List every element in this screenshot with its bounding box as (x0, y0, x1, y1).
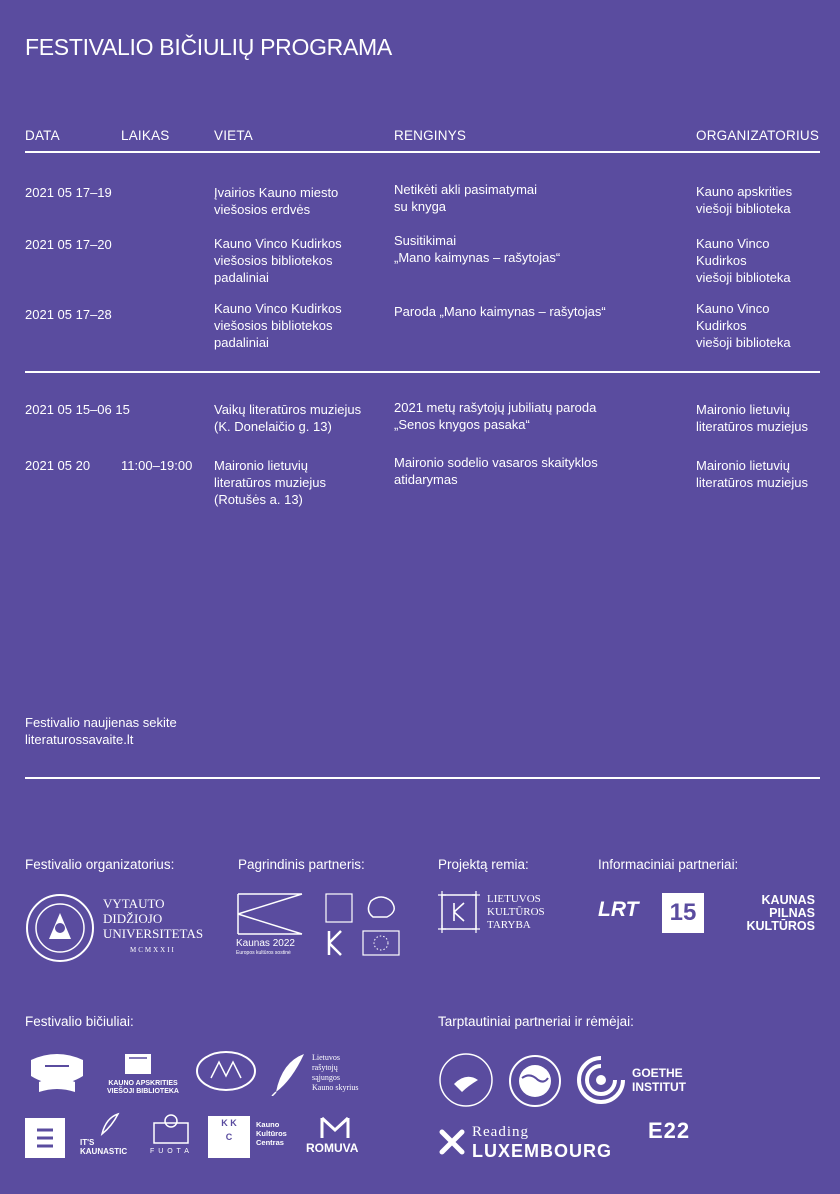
cell-org: Kauno apskrities viešoji biblioteka (696, 184, 793, 216)
cell-vieta: Maironio lietuvių literatūros muziejus (Rotušės a. 13) (214, 458, 326, 507)
luxembourg-logo: LUXEMBOURG (472, 1141, 612, 1161)
kpk-logo: KAUNAS PILNAS KULTŪROS (746, 893, 815, 933)
e22-logo: E22 (648, 1118, 691, 1143)
section-divider (25, 371, 820, 373)
kab-logo: KAUNO APSKRITIES VIEŠOJI BIBLIOTEKA (107, 1080, 179, 1095)
kaunas2022-sub: Europos kultūros sostinė (236, 950, 291, 956)
header-data: DATA (25, 128, 60, 143)
header-divider (25, 151, 820, 153)
cell-renginys: Susitikimai „Mano kaimynas – rašytojas“ (394, 233, 561, 265)
kkc-logo: Kauno Kultūros Centras (256, 1120, 287, 1147)
header-vieta: VIETA (214, 128, 254, 143)
ltk-name: LIETUVOS KULTŪROS TARYBA (487, 893, 545, 931)
header-renginys: RENGINYS (394, 128, 467, 143)
kaunas2022-logo (236, 892, 304, 936)
cell-org: Maironio lietuvių literatūros muziejus (696, 458, 808, 490)
kaunas-partner-logos (325, 893, 403, 959)
reading-logo: Reading (472, 1124, 529, 1140)
globe-emblem-logo (508, 1054, 562, 1108)
num15-logo: 15 (662, 893, 704, 933)
fluxus-logo: F U O T A (150, 1148, 190, 1155)
cell-laikas: 11:00–19:00 (121, 458, 193, 473)
book-icon (103, 1050, 173, 1078)
vdu-logo (25, 893, 95, 963)
prix-laurence-logo (438, 1052, 494, 1108)
cell-vieta: Kauno Vinco Kudirkos viešosios bibliotekos padaliniai (214, 236, 342, 285)
feather-icon (270, 1052, 310, 1096)
vdu-name: VYTAUTO DIDŽIOJO UNIVERSITETAS (103, 896, 204, 941)
supports-label: Projektą remia: (438, 857, 529, 872)
cell-renginys: Maironio sodelio vasaros skaityklos atidarymas (394, 455, 598, 487)
kaunastic-logo: IT'S KAUNASTIC (80, 1138, 128, 1156)
header-laikas: LAIKAS (121, 128, 170, 143)
intl-label: Tarptautiniai partneriai ir rėmėjai: (438, 1014, 634, 1029)
goethe-logo: GOETHE INSTITUT (632, 1066, 686, 1094)
cell-org: Maironio lietuvių literatūros muziejus (696, 402, 808, 434)
footer-divider (25, 777, 820, 779)
header-organizatorius: ORGANIZATORIUS (696, 128, 820, 143)
info-partners-label: Informaciniai partneriai: (598, 857, 739, 872)
main-partner-label: Pagrindinis partneris: (238, 857, 365, 872)
cell-org: Kauno Vinco Kudirkos viešoji biblioteka (696, 236, 791, 285)
cell-org: Kauno Vinco Kudirkos viešoji biblioteka (696, 301, 791, 350)
lrs-logo: Lietuvos rašytojų sąjungos Kauno skyrius (312, 1053, 359, 1092)
cell-data: 2021 05 15–06 15 (25, 402, 130, 417)
follow-text: Festivalio naujienas sekite literaturossavaite.lt (25, 715, 177, 747)
lrt-logo: LRT (598, 898, 639, 921)
kkc-emblem: K K C (208, 1116, 250, 1158)
romuva-icon (320, 1116, 350, 1140)
cell-vieta: Kauno Vinco Kudirkos viešosios bibliotekos padaliniai (214, 301, 342, 350)
friends-label: Festivalio bičiuliai: (25, 1014, 134, 1029)
reading-icon (438, 1128, 466, 1156)
quill-icon (78, 1112, 130, 1136)
goethe-icon (575, 1054, 627, 1106)
cell-data: 2021 05 17–19 (25, 185, 112, 200)
square-emblem-logo (25, 1118, 65, 1158)
cell-renginys: Netikėti akli pasimatymai su knyga (394, 182, 538, 214)
library-emblem-logo (25, 1052, 89, 1096)
cell-vieta: Vaikų literatūros muziejus (K. Donelaičio g. 13) (214, 402, 362, 434)
page-title: FESTIVALIO BIČIULIŲ PROGRAMA (25, 34, 392, 60)
cell-vieta: Įvairios Kauno miesto viešosios erdvės (214, 185, 339, 217)
ltk-logo (438, 891, 480, 933)
kaunas2022-text: Kaunas 2022 (236, 938, 295, 949)
cell-data: 2021 05 17–20 (25, 237, 112, 252)
cell-renginys: 2021 metų rašytojų jubiliatų paroda „Senos knygos pasaka“ (394, 400, 597, 432)
cell-data: 2021 05 20 (25, 458, 91, 473)
romuva-logo: ROMUVA (306, 1141, 359, 1155)
fluxus-icon (148, 1113, 194, 1145)
organizer-label: Festivalio organizatorius: (25, 857, 175, 872)
vdu-year: MCMXXII (130, 946, 176, 954)
cell-renginys: Paroda „Mano kaimynas – rašytojas“ (394, 304, 606, 319)
oval-emblem-logo (195, 1050, 257, 1092)
cell-data: 2021 05 17–28 (25, 307, 112, 322)
